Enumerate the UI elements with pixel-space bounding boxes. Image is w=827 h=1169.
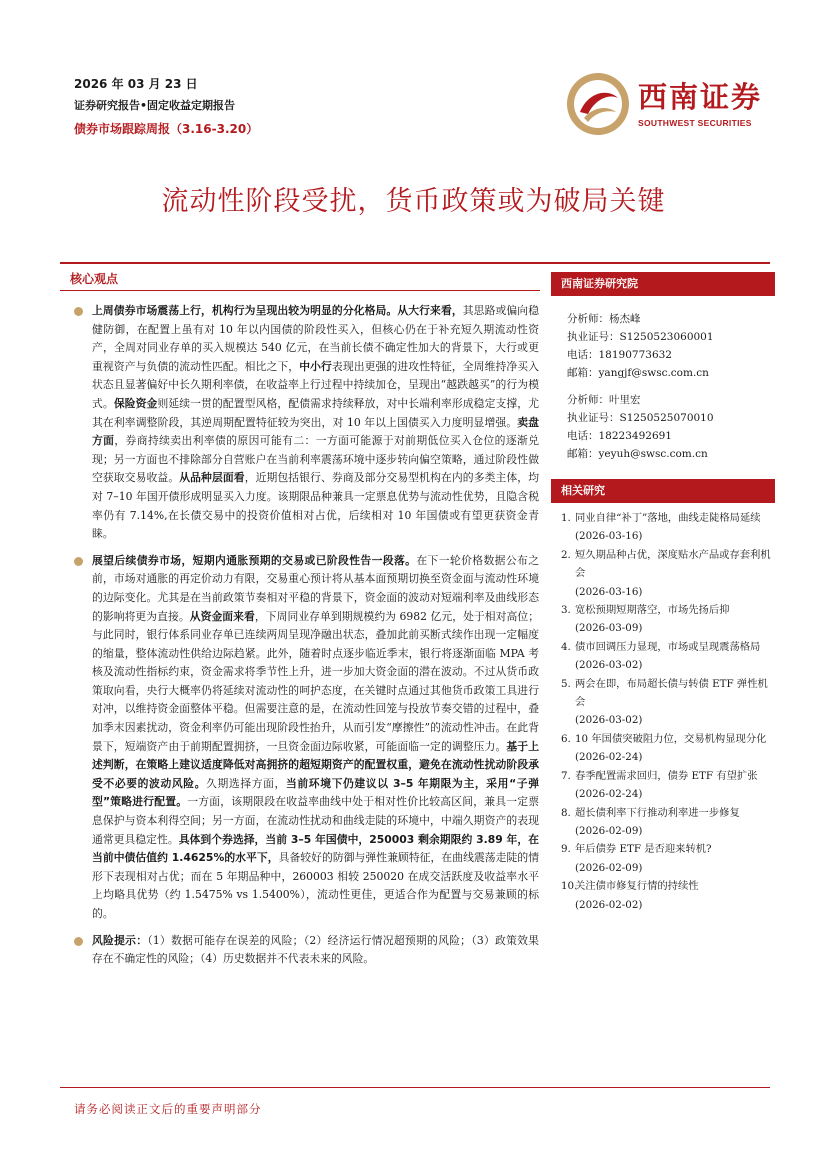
core-view-label: 核心观点 [70, 272, 119, 286]
footer-disclaimer[interactable]: 请务必阅读正文后的重要声明部分 [74, 1102, 262, 1116]
paragraph-text [92, 552, 539, 924]
bold-run: 从资金面来看 [189, 609, 255, 623]
related-date: (2026-03-02) [575, 659, 643, 672]
analyst-email[interactable]: 邮箱：yeyuh@swsc.com.cn [567, 448, 708, 460]
related-title: 两会在即，布局超长债与转债 ETF 弹性机会 [575, 677, 768, 709]
bold-run: 具体到个券选择，当前 3–5 年国债中，250003 剩余期限约 3.89 年，在当前中债估值约 1.4625%的水平下， [92, 832, 539, 865]
analyst-phone: 电话：18190773632 [567, 349, 672, 361]
related-date: (2026-03-02) [575, 714, 643, 727]
text-run: 其思路或偏向稳健防御，在配置上虽有对 10 年以内国债的阶段性买入，但核心仍在于补充短久期流动性资产，全周对同业存单的买入规模达 540 亿元，在当前长债不确定性加大的背景下，大行或更重视资产与负债的流动性匹配。相比之下， [92, 304, 540, 373]
paragraph-text [92, 932, 539, 969]
core-views [74, 302, 539, 977]
analyst-phone: 电话：18223492691 [567, 430, 672, 442]
analyst-list [551, 296, 775, 463]
related-date: (2026-02-24) [575, 788, 643, 801]
related-title: 春季配置需求回归，债券 ETF 有望扩张 [575, 769, 758, 782]
bold-run: 上周债券市场震荡上行，机构行为呈现出较为明显的分化格局。从大行来看， [92, 304, 463, 317]
related-item[interactable]: 2. 短久期品种占优，深度贴水产品或存套利机会 (2026-03-16) [561, 548, 771, 598]
related-title: 短久期品种占优，深度贴水产品或存套利机会 [575, 548, 771, 580]
footer-divider [60, 1087, 770, 1088]
analyst-license: 执业证号：S1250525070010 [567, 412, 714, 424]
related-title: 超长债利率下行推动利率进一步修复 [575, 806, 740, 819]
related-date: (2026-03-16) [575, 530, 643, 543]
title-divider [60, 262, 770, 264]
related-research-list [551, 503, 775, 914]
bold-run: 从品种层面看 [179, 471, 245, 485]
report-date: 2026 年 03 月 23 日 [74, 77, 198, 91]
analyst-license: 执业证号：S1250523060001 [567, 331, 714, 343]
related-date: (2026-02-09) [575, 824, 643, 837]
related-date: (2026-02-02) [575, 898, 643, 911]
related-research-header: 相关研究 [551, 479, 775, 503]
bold-run: 基于上述判断，在策略上建议适度降低对高拥挤的超短期资产的配置权重，避免在流动性扰动阶段承受不必要的波动风险。 [92, 739, 539, 790]
section-divider [60, 290, 540, 291]
page-title: 流动性阶段受扰，货币政策或为破局关键 [161, 186, 666, 217]
sidebar [551, 272, 775, 914]
analyst-name: 分析师：叶里宏 [567, 394, 641, 406]
related-item[interactable]: 1. 同业自律“补丁”落地，曲线走陡格局延续 (2026-03-16) [561, 512, 761, 543]
bullet-icon [74, 937, 83, 946]
related-item[interactable]: 8. 超长债利率下行推动利率进一步修复 (2026-02-09) [561, 806, 740, 837]
company-logo [566, 72, 776, 138]
related-item[interactable]: 3. 宽松预期短期落空，市场先扬后抑 (2026-03-09) [561, 604, 730, 635]
bold-run: 中小行 [299, 359, 332, 373]
bold-run: 保险资金 [113, 396, 158, 410]
logo-name-en: SOUTHWEST SECURITIES [638, 118, 752, 128]
text-run: （1）数据可能存在误差的风险；（2）经济运行情况超预期的风险；（3）政策效果存在不确定性的风险；（4）历史数据并不代表未来的风险。 [92, 933, 540, 966]
related-title: 宽松预期短期落空，市场先扬后抑 [575, 604, 730, 617]
report-header [74, 76, 258, 138]
logo-name-cn: 西南证券 [638, 80, 763, 114]
related-item[interactable]: 10. 关注债市修复行情的持续性 (2026-02-02) [561, 880, 699, 911]
related-date: (2026-02-24) [575, 751, 643, 764]
related-title: 同业自律“补丁”落地，曲线走陡格局延续 [575, 512, 761, 524]
view-paragraph-1 [74, 302, 539, 544]
related-title: 关注债市修复行情的持续性 [575, 880, 699, 893]
related-date: (2026-03-16) [575, 585, 643, 598]
text-run: ，下周同业存单到期规模约为 6982 亿元，处于相对高位；与此同时，银行体系同业存单已连续两周呈现净融出状态，叠加此前买断式续作出现一定幅度的缩量，整体流动性供给边际趋紧。此外，随着时点逐步临近季末，银行将逐渐面临 MPA 考核及流动性指标约束，资金需求将季节性上升，进一步加大资金面的潜在波动。不过从货币政策取向看，央行大概率仍将延续对流动性的呵护态度，在关键时点通过其他货币政策工具进行对冲，以维持资金面整体平稳。但需要注意的是，在流动性回笼与投放节奏交错的过程中，叠加季末因素扰动，资金利率仍可能出现阶段性抬升，从而引发“摩擦性”的流动性冲击。在此背景下，短端资产由于前期配置拥挤，一旦资金面边际收紧，可能面临一定的调整压力。 [92, 609, 540, 753]
text-run: 一方面，该期限段在收益率曲线中处于相对性价比较高区间，兼具一定票息保护与资本利得空间；另一方面，在流动性扰动和曲线走陡的环境中，中端久期资产的表现通常更具稳定性。 [92, 795, 539, 846]
bold-run: 卖盘方面 [92, 415, 539, 448]
institute-header: 西南证券研究院 [551, 272, 775, 296]
bold-run: 当前环境下仍建议以 3–5 年期限为主，采用“子弹型”策略进行配置。 [92, 776, 540, 809]
related-item[interactable]: 7. 春季配置需求回归，债券 ETF 有望扩张 (2026-02-24) [561, 769, 758, 801]
text-run: 久期选择方面， [206, 776, 286, 790]
text-run: 在下一轮价格数据公布之前，市场对通胀的再定价动力有限，交易重心预计将从基本面预期切换至资金面与流动性环境的边际变化。尤其是在当前政策节奏相对平稳的背景下，资金面的波动对短端利率及曲线形态的影响将更为直接。 [92, 553, 540, 623]
related-title: 债市回调压力显现，市场或呈现震荡格局 [575, 640, 761, 653]
related-item[interactable]: 9. 年后债券 ETF 是否迎来转机? (2026-02-09) [561, 843, 712, 874]
related-date: (2026-02-09) [575, 861, 643, 874]
text-run: ，券商持续卖出利率债的原因可能有二：一方面可能源于对前期低位买入仓位的逐渐兑现；另一方面也不排除部分自营账户在当前利率震荡环境中逐步转向偏空策略，通过阶段性做空获取交易收益。 [92, 434, 540, 485]
related-title: 10 年国债突破阻力位，交易机构显现分化 [575, 732, 767, 745]
text-run: ，近期包括银行、券商及部分交易型机构在内的多类主体，均对 7–10 年国开债形成明显买入力度。该期限品种兼具一定票息优势与流动性优势，且隐含税率仍有 7.14%,在长债交易中的投资价值相对占优，后续相对 10 年国债或有望更获资金青睐。 [92, 471, 540, 541]
paragraph-text [92, 302, 539, 544]
related-title: 年后债券 ETF 是否迎来转机? [575, 843, 712, 856]
related-date: (2026-03-09) [575, 622, 643, 635]
risk-warning [74, 932, 539, 969]
report-series: 债券市场跟踪周报（3.16-3.20） [74, 122, 259, 136]
text-run: 具备较好的防御与弹性兼顾特征，在曲线震荡走陡的情形下表现相对占优；而在 5 年期品种中，260003 相较 250020 在成交活跃度及收益率水平上均略具优势（约 1.5475% vs 1.5400%），流动性更佳，更适合作为配置与交易兼顾的标的。 [92, 851, 539, 920]
bold-run: 风险提示： [92, 933, 148, 947]
bullet-icon [74, 307, 83, 316]
text-run: 则延续一贯的配置型风格，配债需求持续释放，对中长端利率形成稳定支撑，尤其在利率调整阶段，其逆周期配置特征较为突出，对 10 年以上国债买入力度明显增强。 [92, 396, 540, 429]
logo-emblem-icon [566, 72, 630, 136]
view-paragraph-2 [74, 552, 539, 924]
related-item[interactable]: 4. 债市回调压力显现，市场或呈现震荡格局 (2026-03-02) [561, 640, 761, 672]
analyst-name: 分析师：杨杰峰 [567, 313, 641, 325]
report-type: 证券研究报告•固定收益定期报告 [74, 99, 236, 112]
bullet-icon [74, 557, 83, 566]
related-item[interactable]: 5. 两会在即，布局超长债与转债 ETF 弹性机会 (2026-03-02) [561, 677, 768, 727]
related-item[interactable]: 6. 10 年国债突破阻力位，交易机构显现分化 (2026-02-24) [561, 732, 767, 764]
analyst-email[interactable]: 邮箱：yangjf@swsc.com.cn [567, 367, 709, 379]
bold-run: 展望后续债券市场，短期内通胀预期的交易或已阶段性告一段落。 [92, 553, 417, 567]
text-run: 表现出更强的进攻性特征，全周维持净买入状态且显著偏好中长久期利率债，在收益率上行过程中持续加仓，呈现出“越跌越买”的行为模式。 [92, 359, 540, 410]
